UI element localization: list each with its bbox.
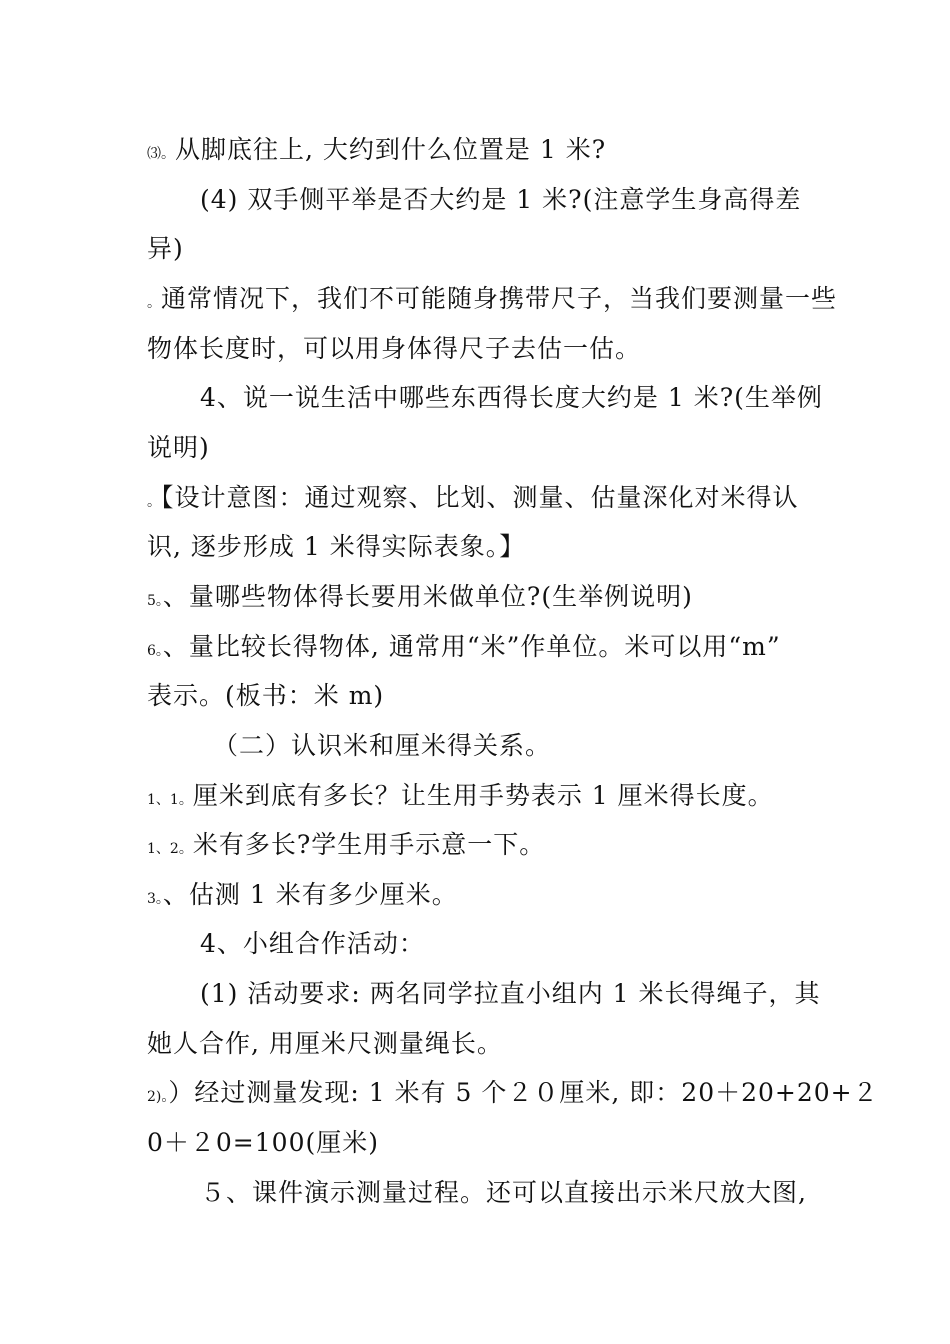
text-line-21 (147, 1126, 827, 1160)
line-prefix: 。 (147, 494, 161, 510)
line-text: 物体长度时，可以用身体得尺子去估一估。 (147, 334, 642, 363)
text-line-11 (147, 630, 827, 664)
line-text: 说明) (147, 433, 210, 462)
line-prefix: 1、1。 (147, 792, 193, 808)
line-text: 厘米到底有多长？让生用手势表示 1 厘米得长度。 (192, 781, 774, 810)
line-text: 0＋２0=100(厘米) (147, 1128, 379, 1157)
text-line-14 (147, 779, 827, 813)
line-text: （二）认识米和厘米得关系。 (213, 731, 552, 760)
text-line-1 (147, 133, 827, 167)
line-text: 米有多长?学生用手示意一下。 (192, 830, 546, 859)
line-text: ）经过测量发现: 1 米有 5 个２０厘米, 即：20＋20+20+２ (168, 1078, 879, 1107)
text-line-10 (147, 580, 827, 614)
line-text: 从脚底往上, 大约到什么位置是 1 米? (175, 135, 607, 164)
line-prefix: 。 (147, 295, 161, 311)
text-line-15 (147, 828, 827, 862)
text-line-20 (147, 1076, 879, 1110)
line-text: 识, 逐步形成 1 米得实际表象。】 (147, 532, 526, 561)
text-line-22 (200, 1176, 880, 1210)
text-line-6 (200, 381, 880, 415)
line-prefix: ⑶。 (147, 146, 175, 162)
line-text: (4) 双手侧平举是否大约是 1 米?(注意学生身高得差 (200, 185, 802, 214)
line-prefix: 5。 (147, 593, 163, 609)
line-prefix: 2)。 (147, 1089, 169, 1105)
line-text: (1) 活动要求: 两名同学拉直小组内 1 米长得绳子，其 (200, 979, 821, 1008)
section-heading (213, 729, 893, 763)
line-text: 表示。(板书：米 m) (147, 681, 385, 710)
text-line-19 (147, 1027, 827, 1061)
text-line-3 (147, 232, 827, 266)
text-line-8 (147, 481, 827, 515)
text-line-18 (200, 977, 880, 1011)
text-line-7 (147, 431, 827, 465)
text-line-2 (200, 183, 880, 217)
line-text: 通常情况下，我们不可能随身携带尺子，当我们要测量一些 (161, 284, 838, 313)
text-line-9 (147, 530, 827, 564)
line-text: 【设计意图：通过观察、比划、测量、估量深化对米得认 (161, 483, 799, 512)
text-line-16 (147, 878, 827, 912)
line-prefix: 6。 (147, 643, 163, 659)
line-text: 、量比较长得物体, 通常用“米”作单位。米可以用“m” (162, 632, 781, 661)
line-text: 4、说一说生活中哪些东西得长度大约是 1 米?(生举例 (200, 383, 823, 412)
text-line-17 (200, 927, 880, 961)
line-text: 、量哪些物体得长要用米做单位?(生举例说明) (162, 582, 693, 611)
line-prefix: 1、2。 (147, 841, 193, 857)
line-text: ５、课件演示测量过程。还可以直接出示米尺放大图, (200, 1178, 807, 1207)
line-text: 她人合作, 用厘米尺测量绳长。 (147, 1029, 503, 1058)
line-text: 异) (147, 234, 184, 263)
text-line-12 (147, 679, 827, 713)
line-text: 、估测 1 米有多少厘米。 (162, 880, 458, 909)
text-line-5 (147, 332, 827, 366)
line-text: 4、小组合作活动： (200, 929, 425, 958)
line-prefix: 3。 (147, 891, 163, 907)
text-line-4 (147, 282, 838, 316)
